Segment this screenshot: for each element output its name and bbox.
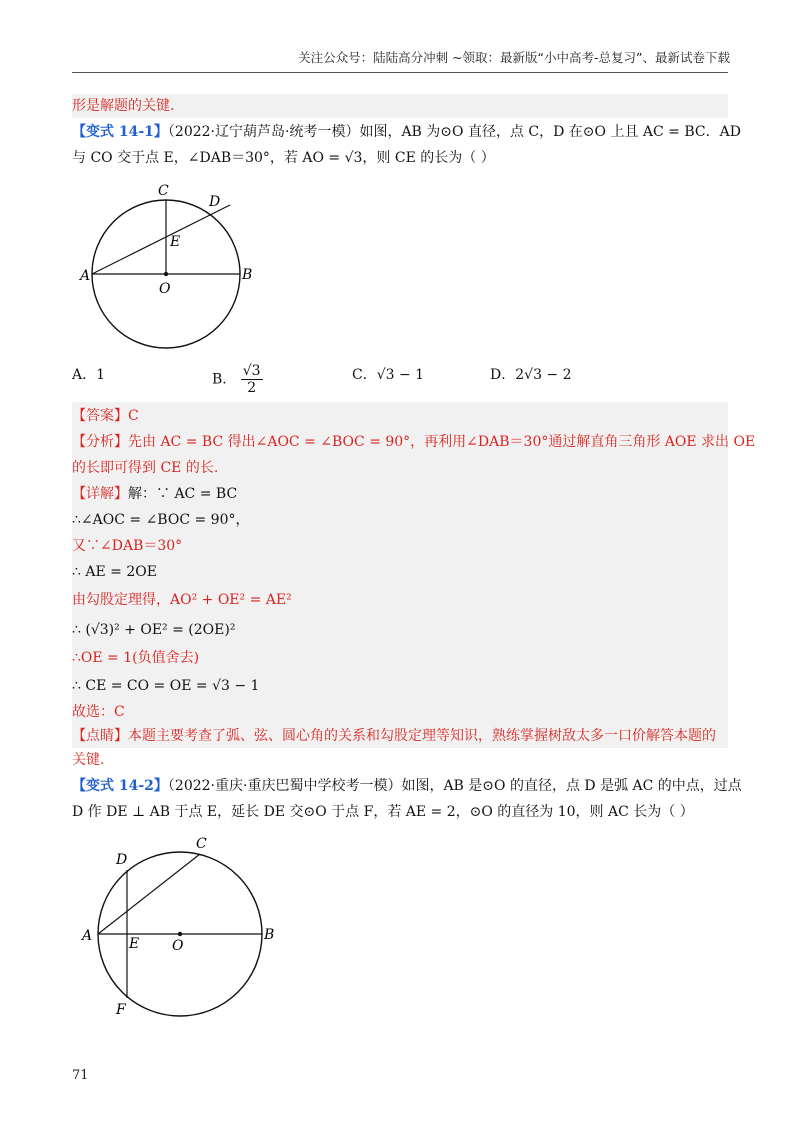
- option-c[interactable]: C．√3 − 1: [352, 367, 425, 383]
- analysis-line1: 【分析】先由 AC = BC 得出∠AOC = ∠BOC = 90°，再利用∠DAB＝30°通过解直角三角形 AOE 求出 OE: [72, 434, 756, 450]
- comment-line1: 【点睛】本题主要考查了弧、弦、圆心角的关系和勾股定理等知识，熟练掌握树敌太多一口价解答本题的: [72, 728, 716, 744]
- detail-line6: ∴ (√3)² + OE² = (2OE)²: [72, 622, 236, 638]
- question-14-1-line2: 与 CO 交于点 E，∠DAB＝30°，若 AO = √3，则 CE 的长为（ ）: [72, 150, 495, 166]
- detail-line1: 【详解】解：∵ AC = BC: [72, 486, 238, 502]
- label-c: C: [158, 183, 169, 199]
- detail-line5: 由勾股定理得，AO² + OE² = AE²: [72, 592, 292, 608]
- question-tag: 【变式 14-1】: [72, 124, 168, 140]
- detail-line7: ∴OE = 1(负值舍去): [72, 650, 200, 666]
- question-14-1-line1: [72, 120, 741, 144]
- chord-ad: [92, 205, 230, 274]
- label-a: A: [80, 268, 91, 284]
- circle-figure-2: [72, 832, 292, 1032]
- option-a[interactable]: A．1: [72, 367, 106, 383]
- fraction: $\frac{√3}{2}$: [242, 363, 261, 396]
- analysis-line2: 的长即可得到 CE 的长.: [72, 460, 219, 476]
- question-14-2-line2: D 作 DE ⊥ AB 于点 E，延长 DE 交⊙O 于点 F，若 AE = 2，⊙O 的直径为 10，则 AC 长为（ ）: [72, 804, 694, 820]
- label-b: B: [242, 267, 253, 283]
- label-e: E: [170, 234, 181, 250]
- detail-line8: ∴ CE = CO = OE = √3 − 1: [72, 678, 260, 694]
- circle-figure-1: [72, 180, 272, 360]
- detail-line3: 又∵∠DAB＝30°: [72, 538, 183, 554]
- question-tag: 【变式 14-2】: [72, 778, 168, 794]
- center-point: [164, 272, 168, 276]
- answer-line: 【答案】C: [72, 408, 139, 424]
- label-f: F: [116, 1002, 126, 1018]
- question-14-2-line1: [72, 774, 742, 798]
- label-e: E: [129, 936, 140, 952]
- prev-solution-tail: 形是解题的关键.: [72, 98, 175, 114]
- label-c: C: [196, 836, 207, 852]
- center-point: [178, 932, 182, 936]
- label-b: B: [264, 927, 275, 943]
- label-o: O: [172, 938, 184, 954]
- option-b[interactable]: B． $\frac{√3}{2}$: [212, 363, 261, 396]
- question-text: （2022·辽宁葫芦岛·统考一模）如图，AB 为⊙O 直径，点 C，D 在⊙O 上且 AC = BC．AD: [167, 124, 741, 140]
- label-o: O: [159, 281, 171, 297]
- page-header: [0, 0, 800, 80]
- label-d: D: [116, 852, 128, 868]
- header-divider: [72, 72, 728, 73]
- question-text: （2022·重庆·重庆巴蜀中学校考一模）如图，AB 是⊙O 的直径，点 D 是弧 AC 的中点，过点: [167, 778, 742, 794]
- comment-line2: 关键.: [72, 752, 105, 768]
- label-d: D: [209, 194, 221, 210]
- detail-line2: ∴∠AOC = ∠BOC = 90°，: [72, 512, 250, 528]
- detail-line4: ∴ AE = 2OE: [72, 564, 157, 580]
- label-a: A: [82, 928, 93, 944]
- chord-ac: [98, 854, 200, 934]
- option-d[interactable]: D．2√3 − 2: [490, 367, 572, 383]
- choose-line: 故选：C: [72, 704, 125, 720]
- header-text: 关注公众号：陆陆高分冲刺 ~领取：最新版“小中高考-总复习”、最新试卷下载: [298, 50, 730, 65]
- page-number: 71: [72, 1068, 89, 1083]
